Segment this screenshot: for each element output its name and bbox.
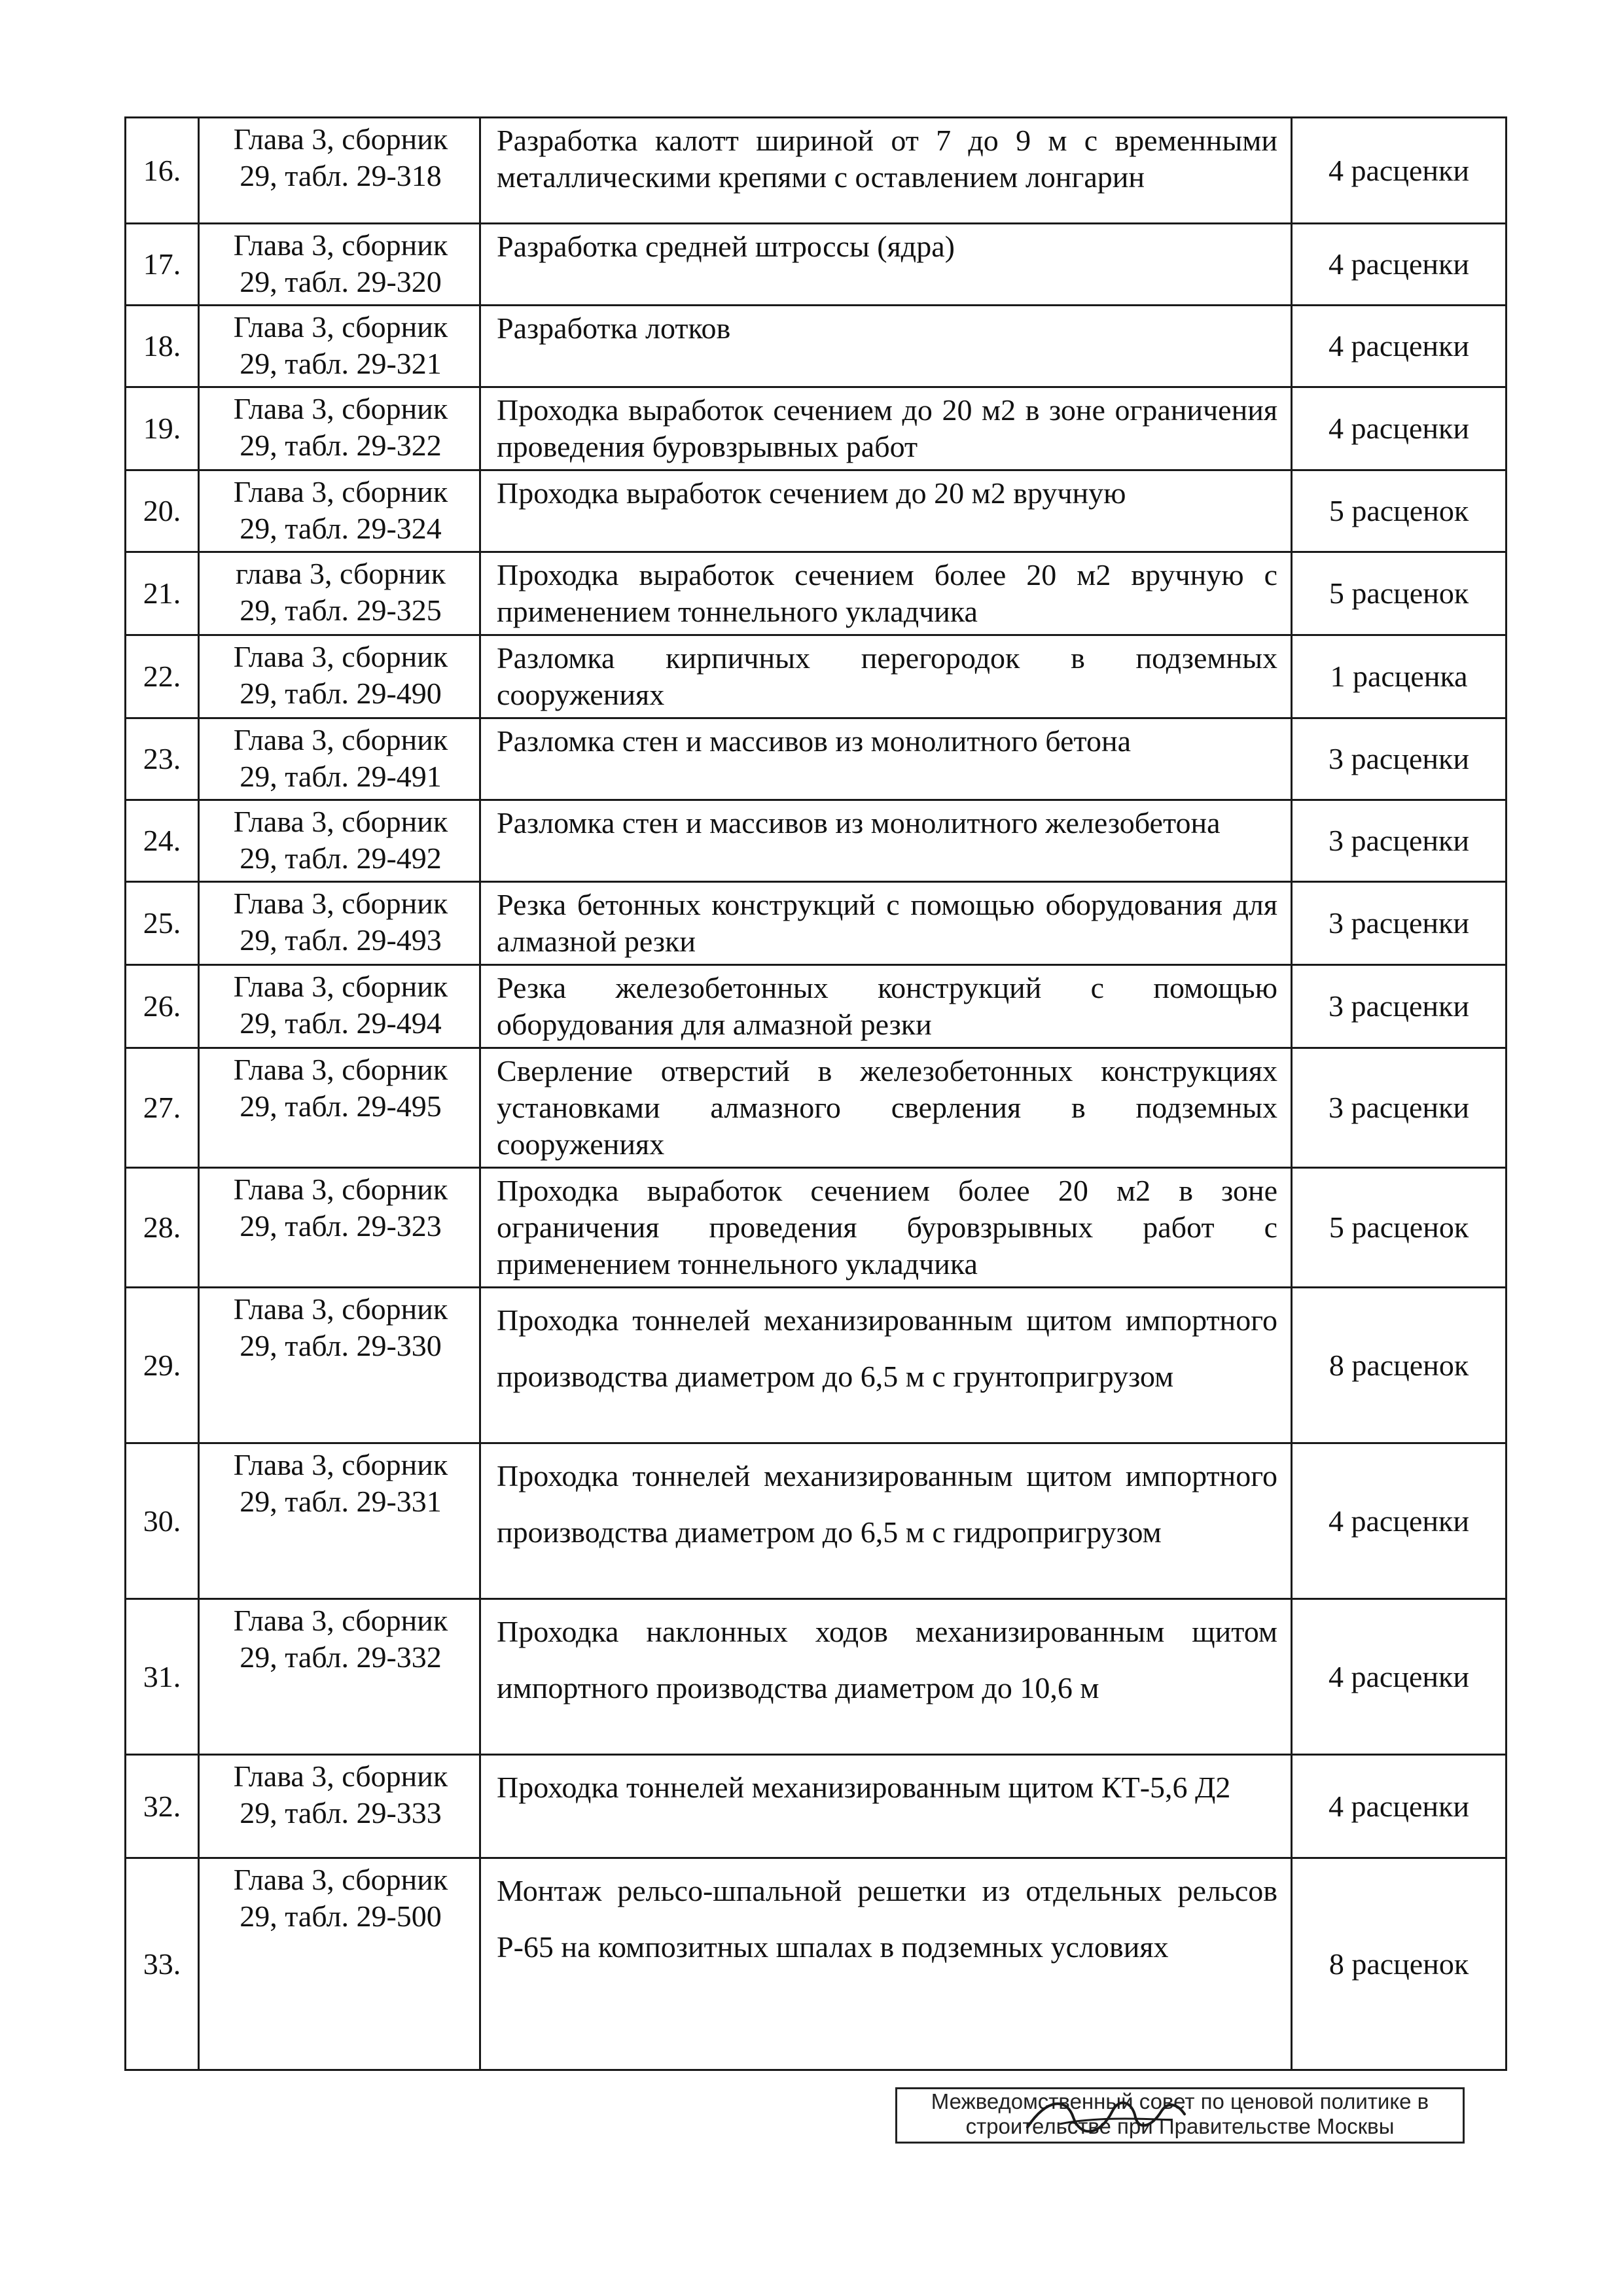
rates-count: 5 расценок: [1292, 552, 1507, 635]
row-number: 28.: [126, 1168, 199, 1288]
table-row: [126, 1288, 1507, 1443]
handwritten-signature: [1021, 2091, 1191, 2137]
norm-reference: [199, 1288, 480, 1443]
reference-table: 29, табл. 29-330: [240, 1329, 442, 1362]
norm-reference: [199, 1858, 480, 2070]
norm-reference: [199, 1443, 480, 1599]
reference-table: 29, табл. 29-320: [240, 265, 442, 298]
work-description: Разработка калотт шириной от 7 до 9 м с временными металлическими крепями с оставлением лонгарин: [480, 118, 1292, 224]
table-row: [126, 224, 1507, 306]
table-row: [126, 1168, 1507, 1288]
table-row: [126, 306, 1507, 387]
table-row: [126, 1048, 1507, 1168]
rates-count: 3 расценки: [1292, 800, 1507, 882]
row-number: 33.: [126, 1858, 199, 2070]
row-number: 26.: [126, 965, 199, 1048]
reference-table: 29, табл. 29-321: [240, 347, 442, 380]
reference-table: 29, табл. 29-500: [240, 1899, 442, 1933]
reference-table: 29, табл. 29-332: [240, 1640, 442, 1674]
row-number: 21.: [126, 552, 199, 635]
row-number: 32.: [126, 1755, 199, 1858]
reference-table: 29, табл. 29-331: [240, 1485, 442, 1518]
rates-count: 4 расценки: [1292, 1443, 1507, 1599]
work-description: Разломка стен и массивов из монолитного железобетона: [480, 800, 1292, 882]
rates-count: 3 расценки: [1292, 882, 1507, 965]
rates-count: 3 расценки: [1292, 965, 1507, 1048]
work-description: Резка железобетонных конструкций с помощью оборудования для алмазной резки: [480, 965, 1292, 1048]
reference-table: 29, табл. 29-494: [240, 1006, 442, 1040]
rates-count: 4 расценки: [1292, 118, 1507, 224]
reference-chapter: Глава 3, сборник: [233, 1604, 448, 1637]
stamp-line-2: строительстве при Правительстве Москвы: [965, 2114, 1395, 2138]
reference-chapter: Глава 3, сборник: [233, 1863, 448, 1896]
table-row: [126, 1443, 1507, 1599]
row-number: 27.: [126, 1048, 199, 1168]
rates-count: 5 расценок: [1292, 470, 1507, 552]
norm-reference: [199, 552, 480, 635]
reference-chapter: Глава 3, сборник: [233, 475, 448, 508]
rates-count: 8 расценок: [1292, 1858, 1507, 2070]
table-row: [126, 718, 1507, 800]
work-description: Проходка выработок сечением более 20 м2 вручную с применением тоннельного укладчика: [480, 552, 1292, 635]
work-description: Сверление отверстий в железобетонных конструкциях установками алмазного сверления в подземных сооружениях: [480, 1048, 1292, 1168]
work-description: Разломка стен и массивов из монолитного бетона: [480, 718, 1292, 800]
row-number: 18.: [126, 306, 199, 387]
work-description: Разработка лотков: [480, 306, 1292, 387]
table-row: [126, 1858, 1507, 2070]
reference-chapter: Глава 3, сборник: [233, 122, 448, 156]
stamp-line-1: Межведомственный совет по ценовой политике в: [931, 2089, 1429, 2113]
table-row: [126, 470, 1507, 552]
table-row: [126, 387, 1507, 470]
table-row: [126, 1755, 1507, 1858]
reference-chapter: Глава 3, сборник: [233, 228, 448, 262]
row-number: 29.: [126, 1288, 199, 1443]
reference-chapter: Глава 3, сборник: [233, 1173, 448, 1206]
reference-chapter: Глава 3, сборник: [233, 887, 448, 920]
table-row: [126, 965, 1507, 1048]
reference-chapter: Глава 3, сборник: [233, 1292, 448, 1326]
rates-count: 5 расценок: [1292, 1168, 1507, 1288]
reference-table: 29, табл. 29-318: [240, 159, 442, 192]
table-row: [126, 635, 1507, 718]
row-number: 25.: [126, 882, 199, 965]
norm-reference: [199, 1599, 480, 1755]
reference-chapter: Глава 3, сборник: [233, 723, 448, 756]
estimates-table: [124, 116, 1507, 2071]
rates-count: 3 расценки: [1292, 718, 1507, 800]
work-description: Резка бетонных конструкций с помощью оборудования для алмазной резки: [480, 882, 1292, 965]
norm-reference: [199, 387, 480, 470]
norm-reference: [199, 718, 480, 800]
work-description: Разработка средней штроссы (ядра): [480, 224, 1292, 306]
norm-reference: [199, 635, 480, 718]
rates-count: 4 расценки: [1292, 1599, 1507, 1755]
table-body: [126, 118, 1507, 2070]
norm-reference: [199, 118, 480, 224]
table-row: [126, 882, 1507, 965]
reference-chapter: Глава 3, сборник: [233, 640, 448, 673]
reference-table: 29, табл. 29-322: [240, 429, 442, 462]
rates-count: 8 расценок: [1292, 1288, 1507, 1443]
reference-table: 29, табл. 29-492: [240, 841, 442, 875]
row-number: 16.: [126, 118, 199, 224]
reference-table: 29, табл. 29-325: [240, 593, 442, 627]
reference-chapter: Глава 3, сборник: [233, 1759, 448, 1793]
reference-chapter: Глава 3, сборник: [233, 805, 448, 838]
reference-chapter: Глава 3, сборник: [233, 392, 448, 425]
work-description: Монтаж рельсо-шпальной решетки из отдельных рельсов Р-65 на композитных шпалах в подземных условиях: [480, 1858, 1292, 2070]
norm-reference: [199, 965, 480, 1048]
rates-count: 1 расценка: [1292, 635, 1507, 718]
reference-chapter: Глава 3, сборник: [233, 310, 448, 344]
reference-table: 29, табл. 29-323: [240, 1209, 442, 1243]
rates-count: 4 расценки: [1292, 1755, 1507, 1858]
row-number: 23.: [126, 718, 199, 800]
row-number: 20.: [126, 470, 199, 552]
rates-count: 3 расценки: [1292, 1048, 1507, 1168]
work-description: Разломка кирпичных перегородок в подземных сооружениях: [480, 635, 1292, 718]
reference-chapter: Глава 3, сборник: [233, 970, 448, 1003]
norm-reference: [199, 800, 480, 882]
norm-reference: [199, 470, 480, 552]
rates-count: 4 расценки: [1292, 224, 1507, 306]
norm-reference: [199, 224, 480, 306]
row-number: 24.: [126, 800, 199, 882]
reference-table: 29, табл. 29-495: [240, 1089, 442, 1123]
reference-table: 29, табл. 29-324: [240, 512, 442, 545]
row-number: 22.: [126, 635, 199, 718]
reference-table: 29, табл. 29-491: [240, 760, 442, 793]
work-description: Проходка тоннелей механизированным щитом импортного производства диаметром до 6,5 м с гидропригрузом: [480, 1443, 1292, 1599]
work-description: Проходка тоннелей механизированным щитом КТ-5,6 Д2: [480, 1755, 1292, 1858]
reference-chapter: глава 3, сборник: [236, 557, 446, 590]
norm-reference: [199, 306, 480, 387]
table-row: [126, 118, 1507, 224]
norm-reference: [199, 1168, 480, 1288]
norm-reference: [199, 882, 480, 965]
reference-chapter: Глава 3, сборник: [233, 1053, 448, 1086]
work-description: Проходка выработок сечением до 20 м2 в зоне ограничения проведения буровзрывных работ: [480, 387, 1292, 470]
rates-count: 4 расценки: [1292, 306, 1507, 387]
norm-reference: [199, 1048, 480, 1168]
reference-table: 29, табл. 29-490: [240, 677, 442, 710]
row-number: 17.: [126, 224, 199, 306]
reference-table: 29, табл. 29-333: [240, 1796, 442, 1829]
work-description: Проходка выработок сечением более 20 м2 в зоне ограничения проведения буровзрывных работ с применением тоннельного укладчика: [480, 1168, 1292, 1288]
work-description: Проходка выработок сечением до 20 м2 вручную: [480, 470, 1292, 552]
reference-table: 29, табл. 29-493: [240, 923, 442, 957]
row-number: 19.: [126, 387, 199, 470]
work-description: Проходка наклонных ходов механизированным щитом импортного производства диаметром до 10,6 м: [480, 1599, 1292, 1755]
row-number: 31.: [126, 1599, 199, 1755]
row-number: 30.: [126, 1443, 199, 1599]
reference-chapter: Глава 3, сборник: [233, 1448, 448, 1481]
table-row: [126, 552, 1507, 635]
table-row: [126, 1599, 1507, 1755]
norm-reference: [199, 1755, 480, 1858]
rates-count: 4 расценки: [1292, 387, 1507, 470]
work-description: Проходка тоннелей механизированным щитом импортного производства диаметром до 6,5 м с грунтопригрузом: [480, 1288, 1292, 1443]
table-row: [126, 800, 1507, 882]
